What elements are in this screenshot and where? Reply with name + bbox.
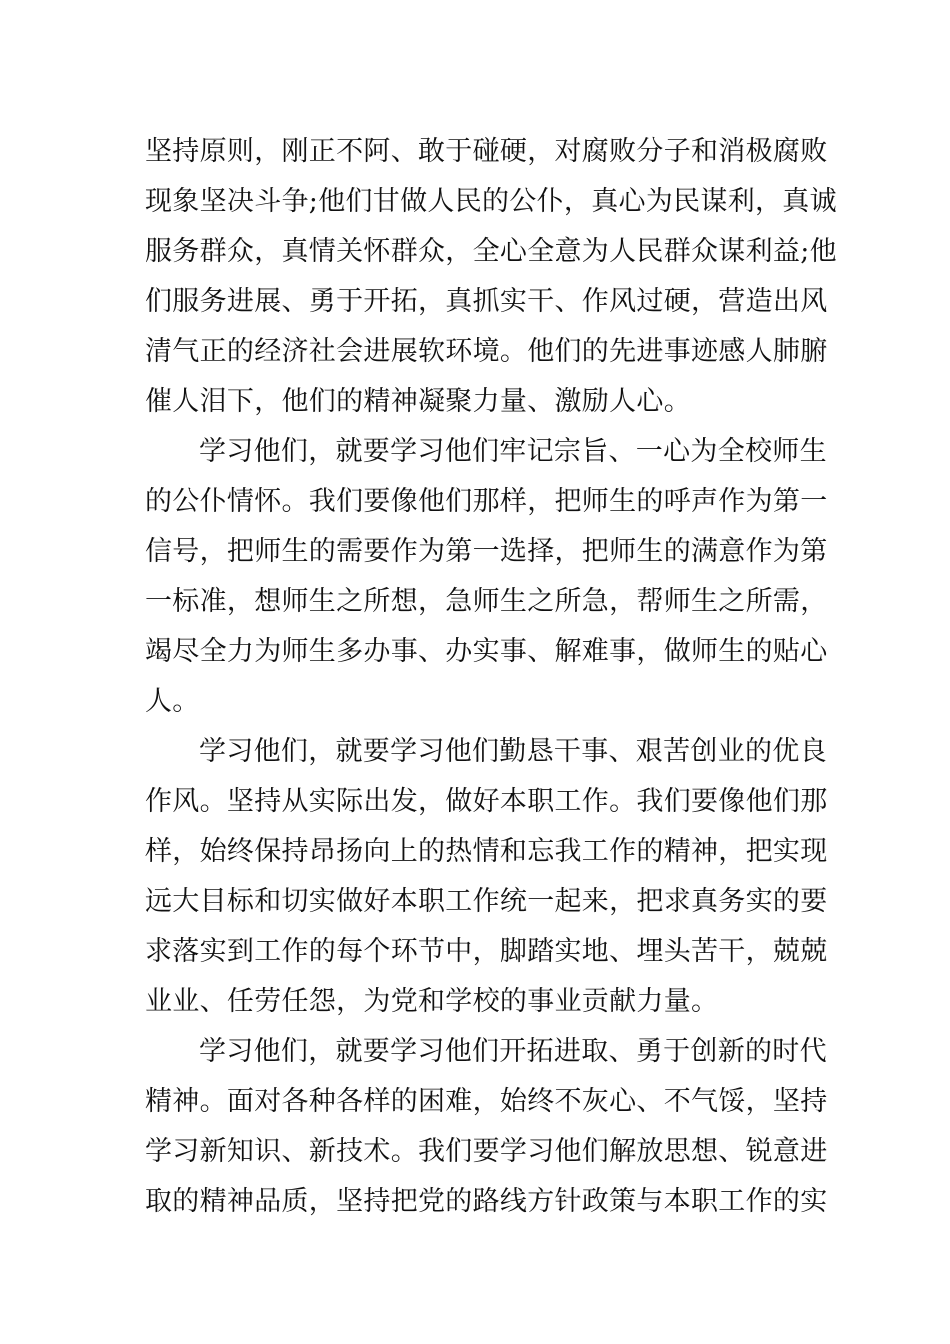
text-line: 作风。坚持从实际出发，做好本职工作。我们要像他们那 (145, 786, 828, 817)
text-line: 取的精神品质，坚持把党的路线方针政策与本职工作的实 (145, 1186, 828, 1217)
text-line: 现象坚决斗争;他们甘做人民的公仆，真心为民谋利，真诚 (145, 186, 837, 217)
paragraph-service-spirit (145, 427, 828, 727)
text-line: 精神。面对各种各样的困难，始终不灰心、不气馁，坚持 (145, 1086, 828, 1117)
text-line: 学习新知识、新技术。我们要学习他们解放思想、锐意进 (145, 1136, 828, 1167)
text-line: 的公仆情怀。我们要像他们那样，把师生的呼声作为第一 (145, 486, 828, 517)
text-line: 远大目标和切实做好本职工作统一起来，把求真务实的要 (145, 886, 828, 917)
text-line: 们服务进展、勇于开拓，真抓实干、作风过硬，营造出风 (145, 286, 828, 317)
text-line: 服务群众，真情关怀群众，全心全意为人民群众谋利益;他 (145, 236, 837, 267)
text-line: 竭尽全力为师生多办事、办实事、解难事，做师生的贴心 (145, 636, 828, 667)
paragraph-work-style (145, 727, 828, 1027)
paragraph-innovation-spirit (145, 1027, 828, 1227)
text-line: 人。 (145, 686, 200, 717)
text-line: 学习他们，就要学习他们勤恳干事、艰苦创业的优良 (199, 736, 827, 767)
text-line: 求落实到工作的每个环节中，脚踏实地、埋头苦干，兢兢 (145, 936, 828, 967)
text-line: 学习他们，就要学习他们开拓进取、勇于创新的时代 (199, 1036, 827, 1067)
text-line: 信号，把师生的需要作为第一选择，把师生的满意作为第 (145, 536, 828, 567)
document-body (145, 127, 837, 1227)
text-line: 样，始终保持昂扬向上的热情和忘我工作的精神，把实现 (145, 836, 828, 867)
text-line: 坚持原则，刚正不阿、敢于碰硬，对腐败分子和消极腐败 (145, 136, 828, 167)
paragraph-continuation (145, 127, 837, 427)
text-line: 催人泪下，他们的精神凝聚力量、激励人心。 (145, 386, 691, 417)
text-line: 清气正的经济社会进展软环境。他们的先进事迹感人肺腑 (145, 336, 828, 367)
text-line: 学习他们，就要学习他们牢记宗旨、一心为全校师生 (199, 436, 827, 467)
text-line: 一标准，想师生之所想，急师生之所急，帮师生之所需， (145, 586, 828, 617)
text-line: 业业、任劳任怨，为党和学校的事业贡献力量。 (145, 986, 719, 1017)
